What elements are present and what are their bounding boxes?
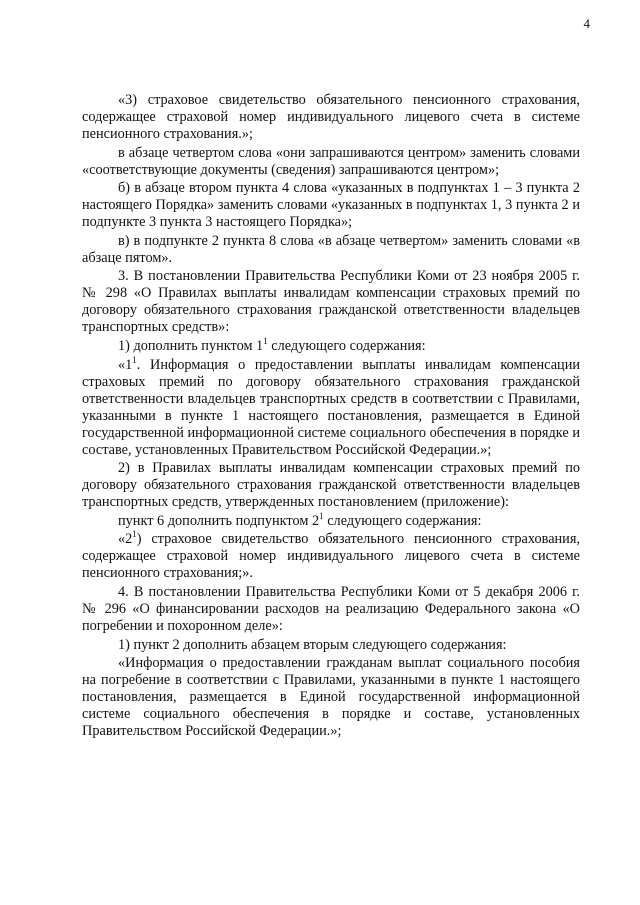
- paragraph-9: [82, 510, 580, 530]
- paragraph-2: в абзаце четвертом слова «они запрашиваются центром» заменить словами «соответствующие документы (сведения) запрашиваются центром»;: [82, 144, 580, 178]
- paragraph-13: «Информация о предоставлении гражданам выплат социального пособия на погребение в соответствии с Правилами, указанными в пункте 1 настоящего постановления, размещается в Единой государственной информационной системе социального обеспечения в порядке и составе, установленных Правительством Российской Федерации.»;: [82, 655, 580, 740]
- paragraph-7-text-end: . Информация о предоставлении выплаты инвалидам компенсации страховых премий по договору обязательного страхования гражданской ответственности владельцев транспортных средств в соответствии с Правилами, указанными в пункте 1 настоящего постановления, размещается в Единой государственной информационной системе социального обеспечения в порядке и составе, установленных Правительством Российской Федерации.»;: [82, 356, 580, 458]
- paragraph-12: 1) пункт 2 дополнить абзацем вторым следующего содержания:: [118, 636, 507, 653]
- superscript: 1: [319, 510, 324, 521]
- document-body: [82, 92, 580, 740]
- paragraph-6-text-end: следующего содержания:: [267, 337, 426, 354]
- paragraph-6: [82, 335, 580, 355]
- paragraph-5: 3. В постановлении Правительства Республики Коми от 23 ноября 2005 г. № 298 «О Правилах выплаты инвалидам компенсации страховых премий по договору обязательного страхования гражданской ответственности владельцев транспортных средств»:: [82, 268, 580, 336]
- paragraph-1: «3) страховое свидетельство обязательного пенсионного страхования, содержащее страховой номер индивидуального лицевого счета в системе пенсионного страхования.»;: [82, 92, 580, 142]
- paragraph-7: [82, 354, 580, 459]
- paragraph-6-text: 1) дополнить пунктом 1: [118, 337, 264, 354]
- paragraph-11: 4. В постановлении Правительства Республики Коми от 5 декабря 2006 г. № 296 «О финансировании расходов на реализацию Федерального закона «О погребении и похоронном деле»:: [82, 583, 580, 634]
- paragraph-10-text: «2: [118, 531, 133, 548]
- paragraph-10: [82, 531, 580, 582]
- paragraph-7-text: «1: [118, 356, 133, 373]
- paragraph-9-text-end: следующего содержания:: [323, 512, 482, 529]
- page-number: 4: [583, 16, 590, 31]
- paragraph-9-text: пункт 6 дополнить подпунктом 2: [118, 512, 320, 529]
- paragraph-4: в) в подпункте 2 пункта 8 слова «в абзаце четвертом» заменить словами «в абзаце пятом».: [82, 232, 580, 266]
- superscript: 1: [132, 529, 137, 540]
- superscript: 1: [132, 354, 137, 365]
- paragraph-8: 2) в Правилах выплаты инвалидам компенсации страховых премий по договору обязательного страхования гражданской ответственности владельцев транспортных средств, утвержденных постановлением (приложение):: [82, 460, 580, 511]
- superscript: 1: [263, 335, 268, 346]
- paragraph-10-text-end: ) страховое свидетельство обязательного пенсионного страхования, содержащее страховой номер индивидуального лицевого счета в системе пенсионного страхования;».: [82, 531, 580, 582]
- paragraph-3: б) в абзаце втором пункта 4 слова «указанных в подпунктах 1 – 3 пункта 2 настоящего Порядка» заменить словами «указанных в подпунктах 1, 3 пункта 2 и подпункте 3 пункта 3 настоящего Порядка»;: [82, 180, 580, 231]
